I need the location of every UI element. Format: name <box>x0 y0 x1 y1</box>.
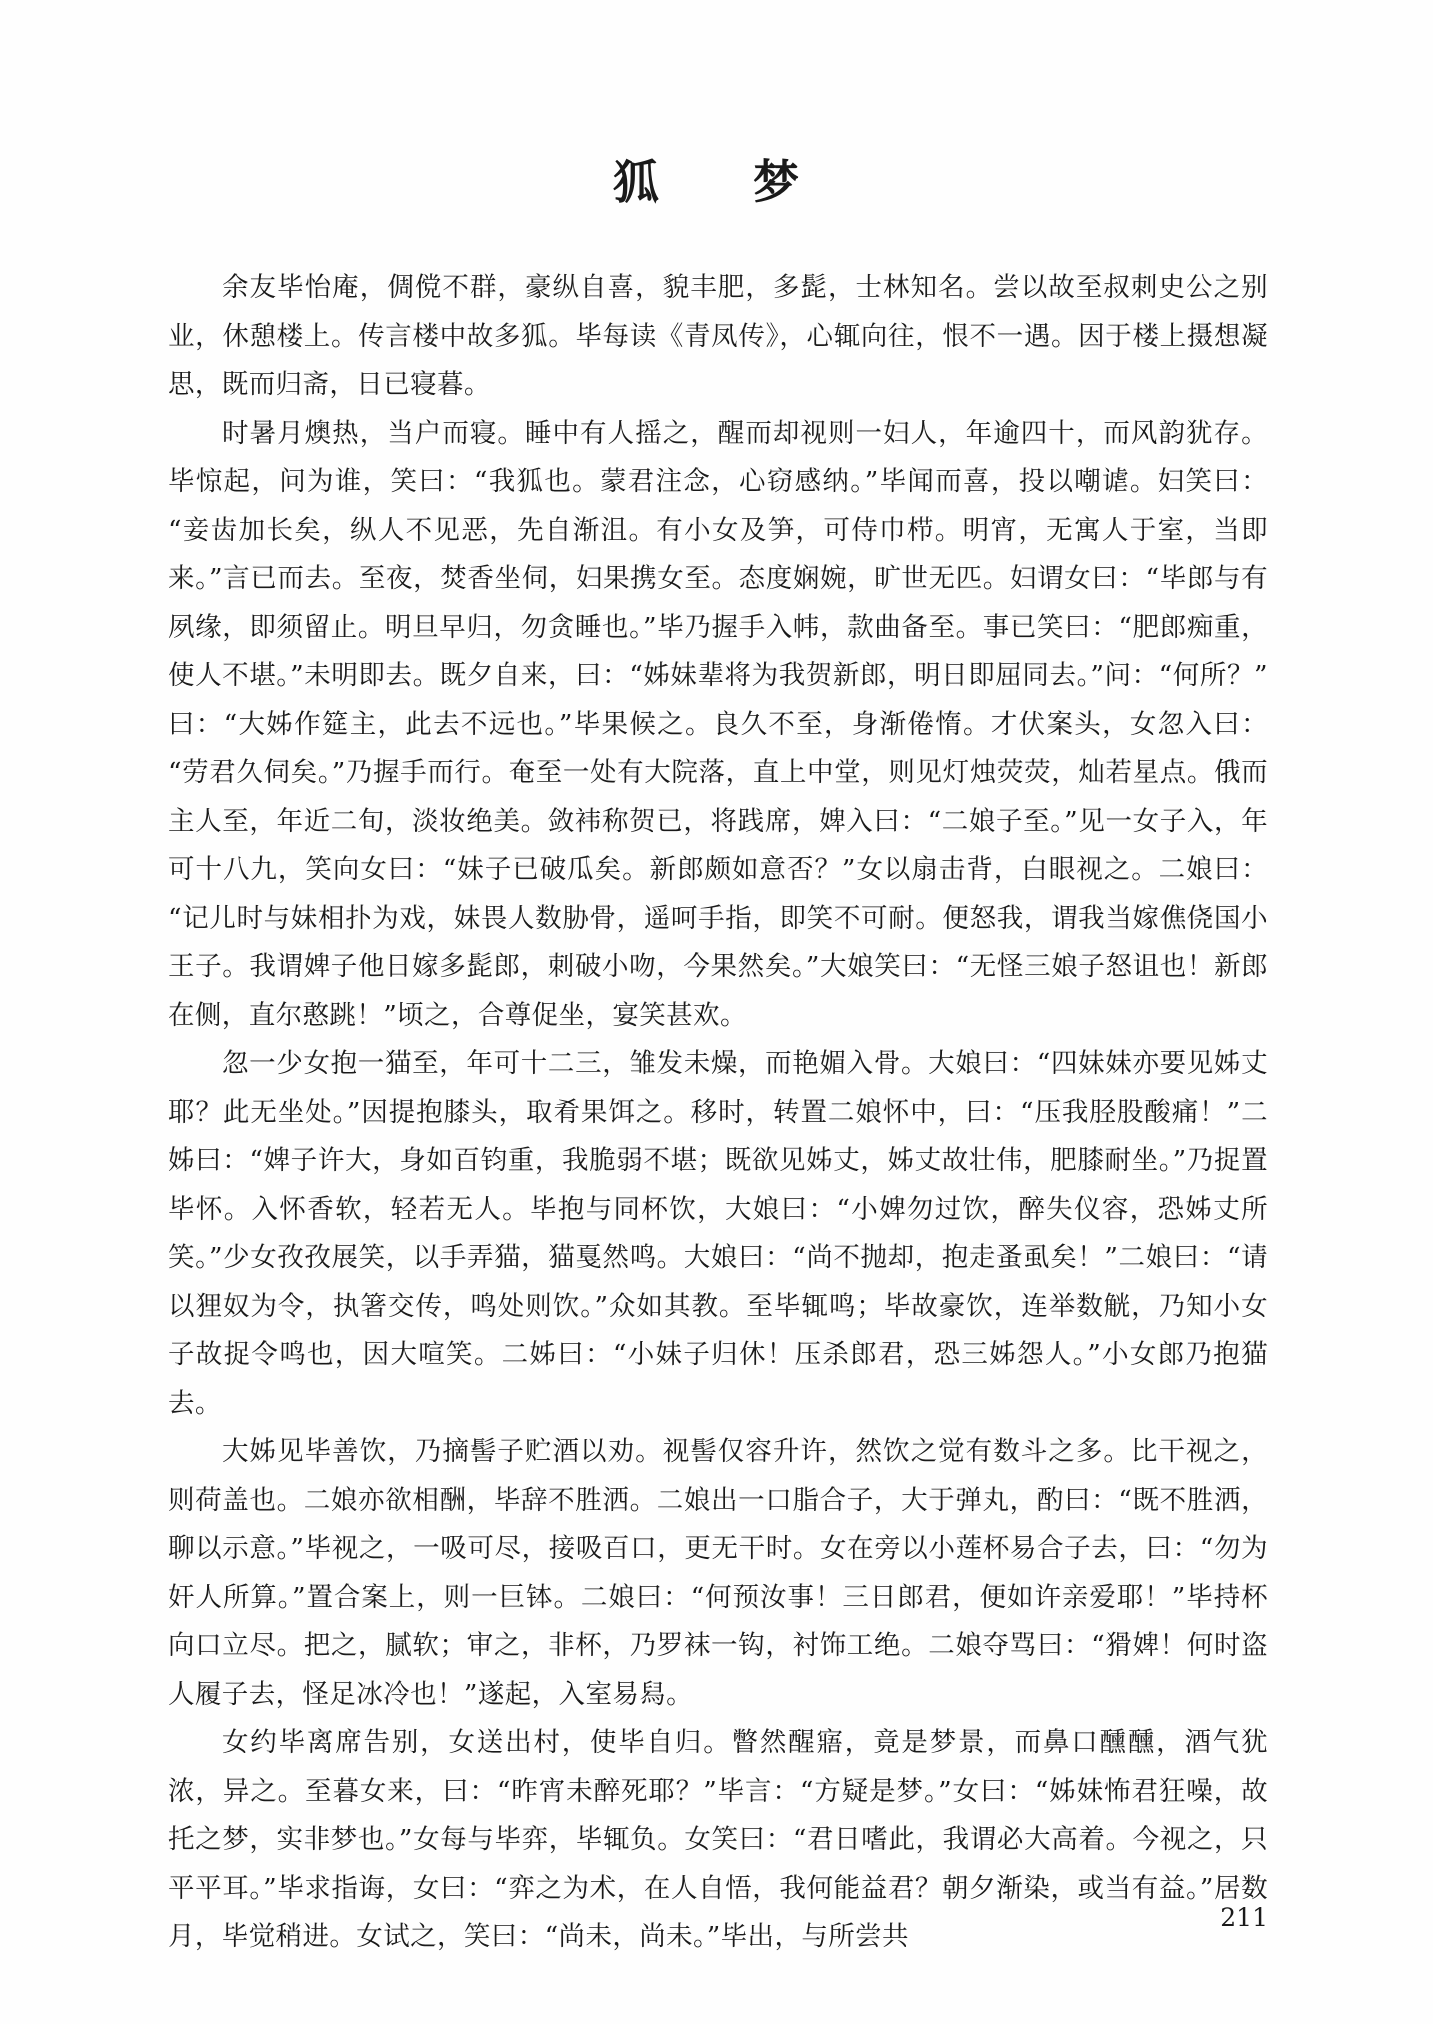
body-text <box>168 264 1268 1962</box>
paragraph: 时暑月燠热，当户而寝。睡中有人摇之，醒而却视则一妇人，年逾四十，而风韵犹存。毕惊起，问为谁，笑曰：“我狐也。蒙君注念，心窃感纳。”毕闻而喜，投以嘲谑。妇笑曰：“妾齿加长矣，纵人不见恶，先自渐沮。有小女及笋，可侍巾栉。明宵，无寓人于室，当即来。”言已而去。至夜，焚香坐伺，妇果携女至。态度娴婉，旷世无匹。妇谓女曰：“毕郎与有夙缘，即须留止。明旦早归，勿贪睡也。”毕乃握手入帏，款曲备至。事已笑曰：“肥郎痴重，使人不堪。”未明即去。既夕自来，曰：“姊妹辈将为我贺新郎，明日即屈同去。”问：“何所？”曰：“大姊作筵主，此去不远也。”毕果候之。良久不至，身渐倦惰。才伏案头，女忽入曰：“劳君久伺矣。”乃握手而行。奄至一处有大院落，直上中堂，则见灯烛荧荧，灿若星点。俄而主人至，年近二旬，淡妆绝美。敛袆称贺已，将践席，婢入曰：“二娘子至。”见一女子入，年可十八九，笑向女曰：“妹子已破瓜矣。新郎颇如意否？”女以扇击背，白眼视之。二娘曰：“记儿时与妹相扑为戏，妹畏人数胁骨，遥呵手指，即笑不可耐。便怒我，谓我当嫁僬侥国小王子。我谓婢子他日嫁多髭郎，刺破小吻，今果然矣。”大娘笑曰：“无怪三娘子怒诅也！新郎在侧，直尔憨跳！”顷之，合尊促坐，宴笑甚欢。 <box>168 417 1268 1031</box>
paragraph: 女约毕离席告别，女送出村，使毕自归。瞥然醒寤，竟是梦景，而鼻口醺醺，酒气犹浓，异之。至暮女来，曰：“昨宵未醉死耶？”毕言：“方疑是梦。”女曰：“姊妹怖君狂噪，故托之梦，实非梦也。”女每与毕弈，毕辄负。女笑曰：“君日嗜此，我谓必大高着。今视之，只平平耳。”毕求指诲，女曰：“弈之为术，在人自悟，我何能益君？朝夕渐染，或当有益。”居数月，毕觉稍进。女试之，笑曰：“尚未，尚未。”毕出，与所尝共 <box>168 1727 1268 1953</box>
page-content <box>168 0 1268 1962</box>
page-title: 狐 梦 <box>613 155 823 209</box>
page-number: 211 <box>1220 1903 1268 1932</box>
paragraph: 忽一少女抱一猫至，年可十二三，雏发未燥，而艳媚入骨。大娘曰：“四妹妹亦要见姊丈耶？此无坐处。”因提抱膝头，取肴果饵之。移时，转置二娘怀中，曰：“压我胫股酸痛！”二姊曰：“婢子许大，身如百钧重，我脆弱不堪；既欲见姊丈，姊丈故壮伟，肥膝耐坐。”乃捉置毕怀。入怀香软，轻若无人。毕抱与同杯饮，大娘曰：“小婢勿过饮，醉失仪容，恐姊丈所笑。”少女孜孜展笑，以手弄猫，猫戛然鸣。大娘曰：“尚不抛却，抱走蚤虱矣！”二娘曰：“请以狸奴为令，执箸交传，鸣处则饮。”众如其教。至毕辄鸣；毕故豪饮，连举数觥，乃知小女子故捉令鸣也，因大喧笑。二姊曰：“小妹子归休！压杀郎君，恐三姊怨人。”小女郎乃抱猫去。 <box>168 1048 1268 1419</box>
paragraph: 余友毕怡庵，倜傥不群，豪纵自喜，貌丰肥，多髭，士林知名。尝以故至叔刺史公之别业，休憩楼上。传言楼中故多狐。毕每读《青凤传》，心辄向往，恨不一遇。因于楼上摄想凝思，既而归斋，日已寝暮。 <box>168 272 1268 401</box>
paragraph: 大姊见毕善饮，乃摘髻子贮酒以劝。视髻仅容升许，然饮之觉有数斗之多。比干视之，则荷盖也。二娘亦欲相酬，毕辞不胜洒。二娘出一口脂合子，大于弹丸，酌曰：“既不胜洒，聊以示意。”毕视之，一吸可尽，接吸百口，更无干时。女在旁以小莲杯易合子去，曰：“勿为奸人所算。”置合案上，则一巨钵。二娘曰：“何预汝事！三日郎君，便如许亲爱耶！”毕持杯向口立尽。把之，腻软；审之，非杯，乃罗袜一钩，衬饰工绝。二娘夺骂曰：“猾婢！何时盗人履子去，怪足冰冷也！”遂起，入室易舄。 <box>168 1436 1268 1710</box>
